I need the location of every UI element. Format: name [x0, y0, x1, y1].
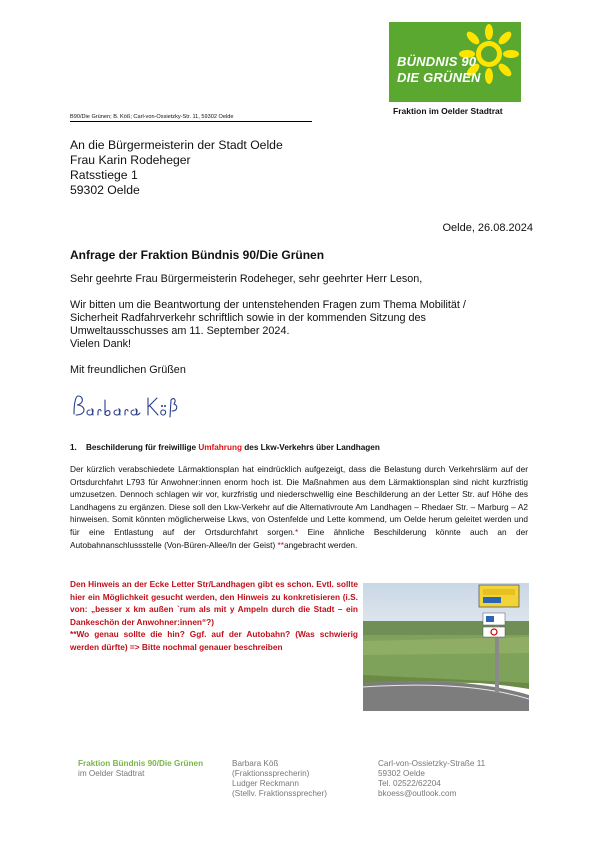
logo-line-2: DIE GRÜNEN — [397, 70, 481, 85]
section-1-body — [70, 463, 528, 551]
letter-subject: Anfrage der Fraktion Bündnis 90/Die Grünen — [70, 248, 325, 262]
section-title-part-1: Beschilderung für freiwillige — [85, 443, 199, 452]
footer-people — [232, 759, 327, 799]
logo-line-1: BÜNDNIS 90 — [397, 54, 477, 69]
party-logo — [389, 22, 521, 102]
review-comments — [70, 578, 358, 654]
footer-city: 59302 Oelde — [378, 769, 425, 778]
footer-phone: Tel. 02522/62204 — [378, 779, 441, 788]
closing: Mit freundlichen Grüßen — [70, 364, 186, 376]
footnote-marker-2: ** — [277, 539, 285, 550]
recipient-line-3: Ratsstiege 1 — [70, 168, 138, 182]
intro-paragraph — [70, 299, 530, 351]
section-title-part-2: des Lkw-Verkehrs über Landhagen — [242, 443, 380, 452]
recipient-line-4: 59302 Oelde — [70, 183, 140, 197]
intro-line-3: Umweltausschusses am 11. September 2024. — [70, 325, 290, 337]
intro-line-2: Sicherheit Radfahrverkehr schriftlich sowie in der kommenden Sitzung des — [70, 312, 426, 324]
body-text-continued: Eine ähnliche Beschilderung könnte auch an der Autobahnanschlussstelle (Von-Büren-Allee/In der Geist) — [70, 526, 528, 550]
footer-org-name: Fraktion Bündnis 90/Die Grünen — [78, 759, 204, 768]
footer-role-2: (Stellv. Fraktionssprecher) — [232, 789, 327, 798]
salutation: Sehr geehrte Frau Bürgermeisterin Rodeheger, sehr geehrter Herr Leson, — [70, 273, 423, 285]
signature-icon — [70, 390, 180, 422]
section-number: 1. — [70, 443, 77, 452]
comment-1: Den Hinweis an der Ecke Letter Str/Landhagen gibt es schon. Evtl. sollte hier ein Möglichkeit gesucht werden, den Hinweis zu konkretisieren (i.S. von: „besser x km außen `rum als mit y Ampeln durch die Stadt – ein Dankeschön der Anwohner:innen“?) — [70, 579, 358, 627]
section-1-heading — [70, 443, 380, 452]
recipient-line-1: An die Bürgermeisterin der Stadt Oelde — [70, 138, 283, 152]
footer-role-1: (Fraktionssprecherin) — [232, 769, 310, 778]
intro-line-4: Vielen Dank! — [70, 338, 132, 350]
footer-person-1: Barbara Köß — [232, 759, 279, 768]
sender-line: B90/Die Grünen; B. Köß; Carl-von-Ossietzky-Str. 11, 59302 Oelde — [70, 114, 312, 122]
footer-street: Carl-von-Ossietzky-Straße 11 — [378, 759, 486, 768]
footer-contact — [378, 759, 485, 799]
recipient-line-2: Frau Karin Rodeheger — [70, 153, 191, 167]
signature — [70, 390, 180, 427]
footer-email[interactable]: bkoess@outlook.com — [378, 789, 457, 798]
body-text: Der kürzlich verabschiedete Lärmaktionsplan hat eindrücklich aufgezeigt, dass die Belastung durch Verkehrslärm auf der Ortsdurchfahrt L793 für Anwohner:innen enorm hoch ist. Die Maßnahmen aus dem Lärmaktionsplan sind nicht kurzfristig umzusetzen. Dennoch schlagen wir vor, kurzfristig und niederschwellig eine Beschilderung an der Letter Str. auf Höhe des Landhagens zu ergänzen. Diese soll den Lkw-Verkehr auf die Alternativroute Am Landhagen – Rhedaer Str. – Marburg – A2 hinweisen. Somit könnten möglicherweise Lkws, von Ostenfelde und Lette kommend, um Oelde herum geleitet werden und für eine Entlastung auf der Ortsdurchfahrt sorgen. — [70, 464, 528, 537]
logo-subtitle: Fraktion im Oelder Stadtrat — [393, 106, 503, 116]
comment-2: **Wo genau sollte die hin? Ggf. auf der Autobahn? (Was schwierig werden dürfte) => Bitte nochmal genauer beschreiben — [70, 629, 358, 652]
road-sign-photo — [363, 583, 529, 711]
footer-org-sub: im Oelder Stadtrat — [78, 769, 145, 778]
letter-date: Oelde, 26.08.2024 — [442, 222, 533, 234]
intro-line-1: Wir bitten um die Beantwortung der untenstehenden Fragen zum Thema Mobilität / — [70, 299, 466, 311]
body-text-end: angebracht werden. — [284, 539, 358, 550]
section-title-highlight: Umfahrung — [198, 443, 242, 452]
footer-organization — [78, 759, 203, 779]
footer-person-2: Ludger Reckmann — [232, 779, 299, 788]
footnote-marker-1: * — [295, 526, 299, 537]
